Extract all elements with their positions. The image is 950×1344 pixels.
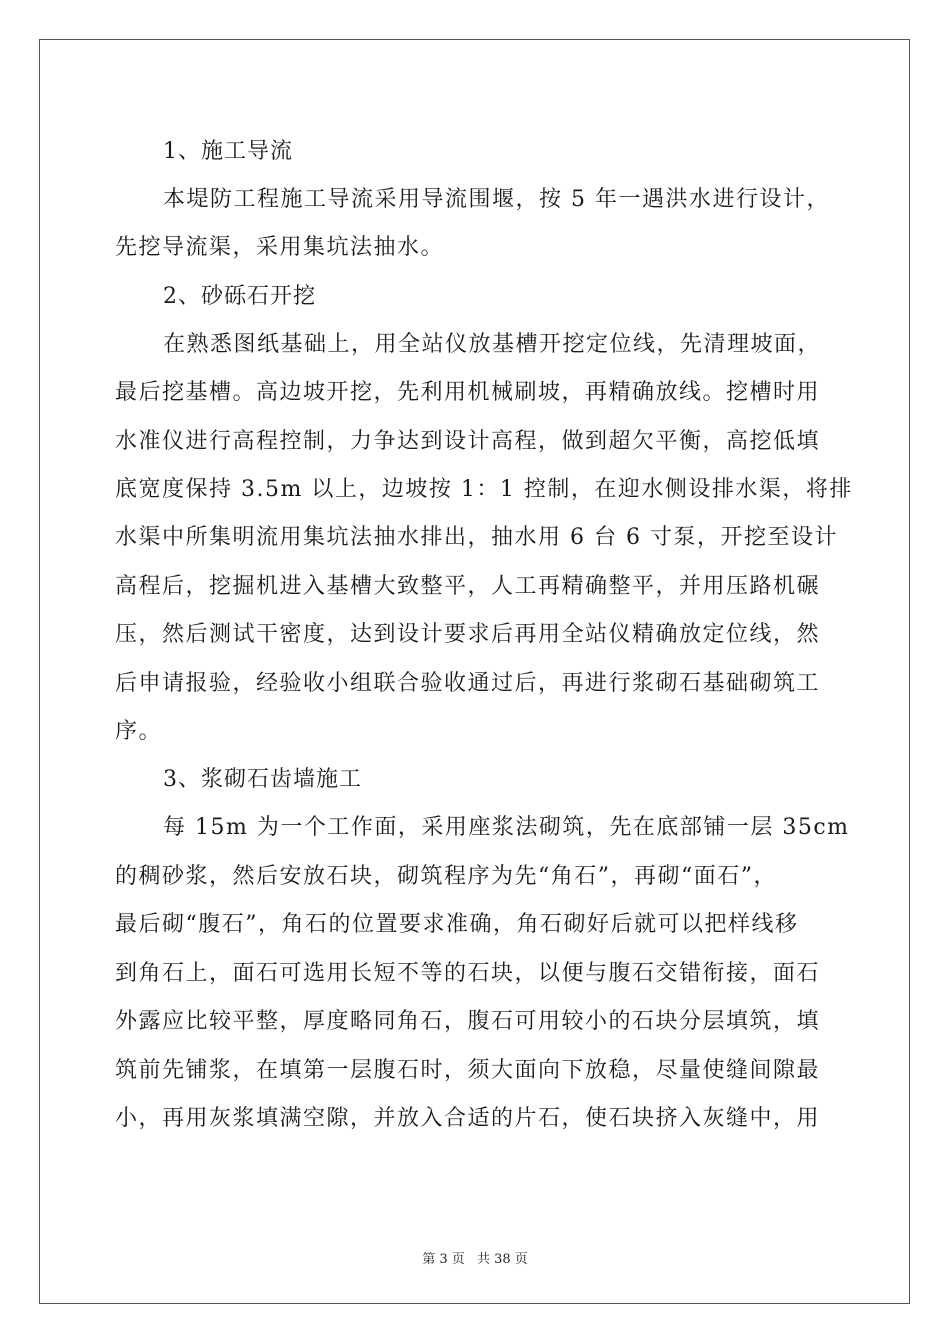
document-body xyxy=(115,128,853,1143)
paragraph-line: 水准仪进行高程控制，力争达到设计高程，做到超欠平衡，高挖低填 xyxy=(115,428,821,454)
paragraph-line: 先挖导流渠，采用集坑法抽水。 xyxy=(115,235,445,261)
section-3 xyxy=(115,756,850,1143)
paragraph-line: 压，然后测试干密度，达到设计要求后再用全站仪精确放定位线，然 xyxy=(115,622,821,648)
paragraph-line: 高程后，挖掘机进入基槽大致整平，人工再精确整平，并用压路机碾 xyxy=(115,573,821,599)
paragraph-line: 序。 xyxy=(115,719,163,745)
paragraph-line: 每 15m 为一个工作面，采用座浆法砌筑，先在底部铺一层 35cm xyxy=(163,815,850,841)
paragraph-line: 筑前先铺浆，在填第一层腹石时，须大面向下放稳，尽量使缝间隙最 xyxy=(115,1057,821,1083)
paragraph-line: 最后挖基槽。高边坡开挖，先利用机械刷坡，再精确放线。挖槽时用 xyxy=(115,380,821,406)
paragraph xyxy=(115,321,853,757)
paragraph-line: 后申请报验，经验收小组联合验收通过后，再进行浆砌石基础砌筑工 xyxy=(115,670,821,696)
paragraph-line: 到角石上，面石可选用长短不等的石块，以便与腹石交错衔接，面石 xyxy=(115,960,821,986)
paragraph-line: 外露应比较平整，厚度略同角石，腹石可用较小的石块分层填筑，填 xyxy=(115,1009,821,1035)
page-number: 第 3 页 xyxy=(422,1252,465,1267)
paragraph-line: 最后砌“腹石”，角石的位置要求准确，角石砌好后就可以把样线移 xyxy=(115,912,799,938)
section-heading: 2、砂砾石开挖 xyxy=(163,283,316,309)
section-heading: 1、施工导流 xyxy=(163,139,293,164)
section-2 xyxy=(115,273,853,757)
paragraph-line: 在熟悉图纸基础上，用全站仪放基槽开挖定位线，先清理坡面， xyxy=(163,331,822,357)
paragraph-line: 水渠中所集明流用集坑法抽水排出，抽水用 6 台 6 寸泵，开挖至设计 xyxy=(115,525,838,551)
paragraph-line: 小，再用灰浆填满空隙，并放入合适的片石，使石块挤入灰缝中，用 xyxy=(115,1105,821,1131)
paragraph xyxy=(115,804,850,1143)
paragraph-line: 底宽度保持 3.5m 以上，边坡按 1：1 控制，在迎水侧设排水渠，将排 xyxy=(115,477,853,503)
section-1 xyxy=(115,128,835,273)
paragraph-line: 的稠砂浆，然后安放石块，砌筑程序为先“角石”，再砌“面石”， xyxy=(115,863,777,889)
paragraph xyxy=(115,176,835,273)
section-heading: 3、浆砌石齿墙施工 xyxy=(163,767,362,793)
paragraph-line: 本堤防工程施工导流采用导流围堰，按 5 年一遇洪水进行设计， xyxy=(163,187,830,212)
page-total: 共 38 页 xyxy=(476,1252,528,1267)
page-footer xyxy=(0,1248,950,1267)
